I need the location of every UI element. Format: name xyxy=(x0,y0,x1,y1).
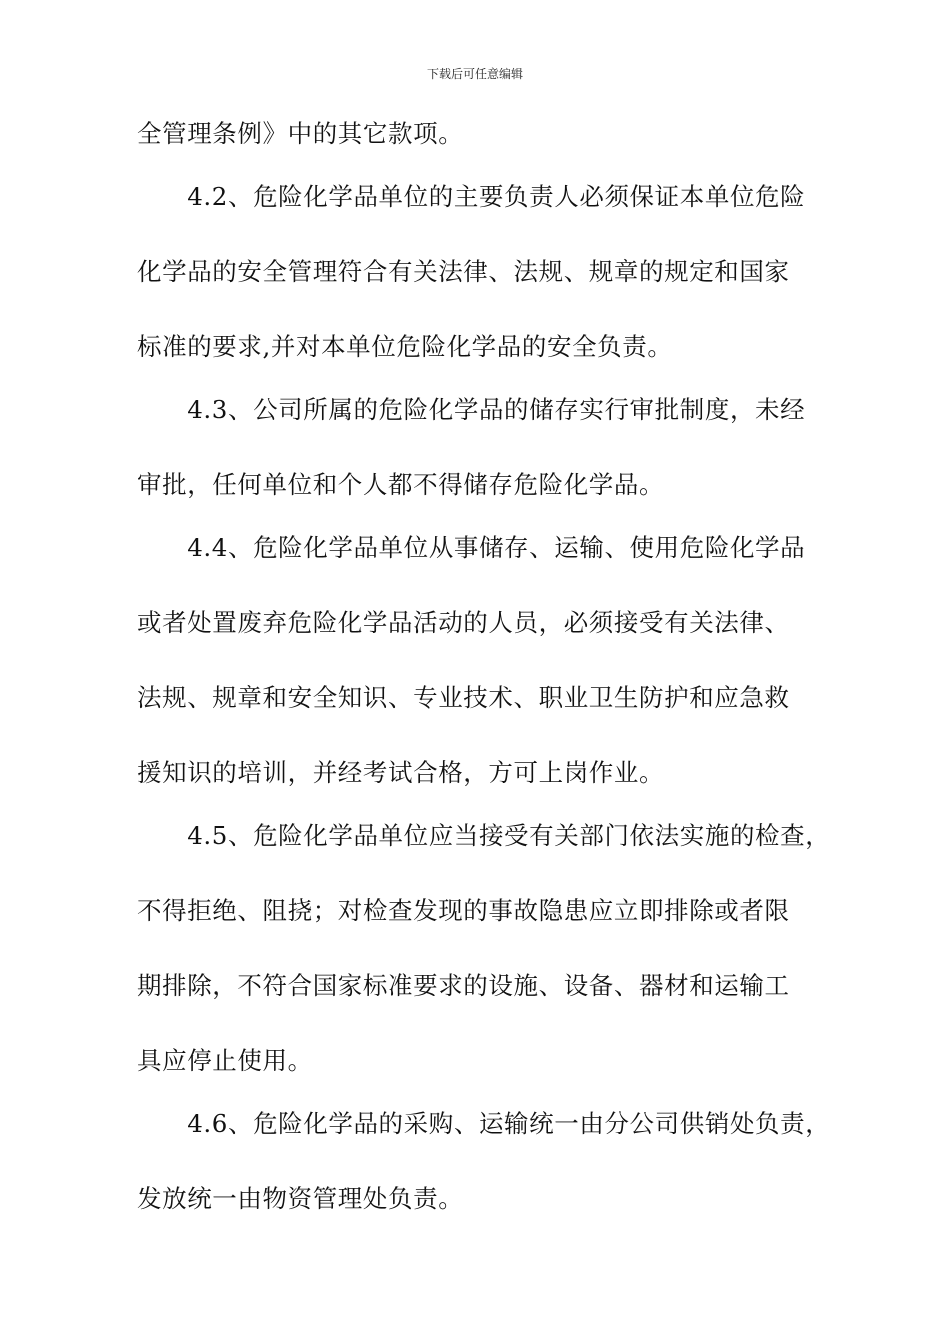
body-line: 援知识的培训，并经考试合格，方可上岗作业。 xyxy=(137,758,665,787)
body-line: 标准的要求,并对本单位危险化学品的安全负责。 xyxy=(137,332,673,361)
body-line: 或者处置废弃危险化学品活动的人员，必须接受有关法律、 xyxy=(137,608,790,637)
body-line: 具应停止使用。 xyxy=(137,1046,313,1075)
body-line: 不得拒绝、阻挠；对检查发现的事故隐患应立即排除或者限 xyxy=(137,896,790,925)
body-line: 全管理条例》中的其它款项。 xyxy=(137,119,464,148)
body-line: 4.2、危险化学品单位的主要负责人必须保证本单位危险 xyxy=(137,182,806,211)
body-line: 4.5、危险化学品单位应当接受有关部门依法实施的检查， xyxy=(137,821,831,850)
body-line: 法规、规章和安全知识、专业技术、职业卫生防护和应急救 xyxy=(137,683,790,712)
body-line: 化学品的安全管理符合有关法律、法规、规章的规定和国家 xyxy=(137,257,790,286)
body-line: 4.6、危险化学品的采购、运输统一由分公司供销处负责， xyxy=(137,1109,831,1138)
body-line: 审批，任何单位和个人都不得储存危险化学品。 xyxy=(137,470,665,499)
body-line: 4.4、危险化学品单位从事储存、运输、使用危险化学品 xyxy=(137,533,806,562)
page-header-note: 下载后可任意编辑 xyxy=(426,67,523,81)
body-line: 发放统一由物资管理处负责。 xyxy=(137,1184,464,1213)
body-line: 期排除，不符合国家标准要求的设施、设备、器材和运输工 xyxy=(137,971,790,1000)
body-line: 4.3、公司所属的危险化学品的储存实行审批制度，未经 xyxy=(137,395,806,424)
